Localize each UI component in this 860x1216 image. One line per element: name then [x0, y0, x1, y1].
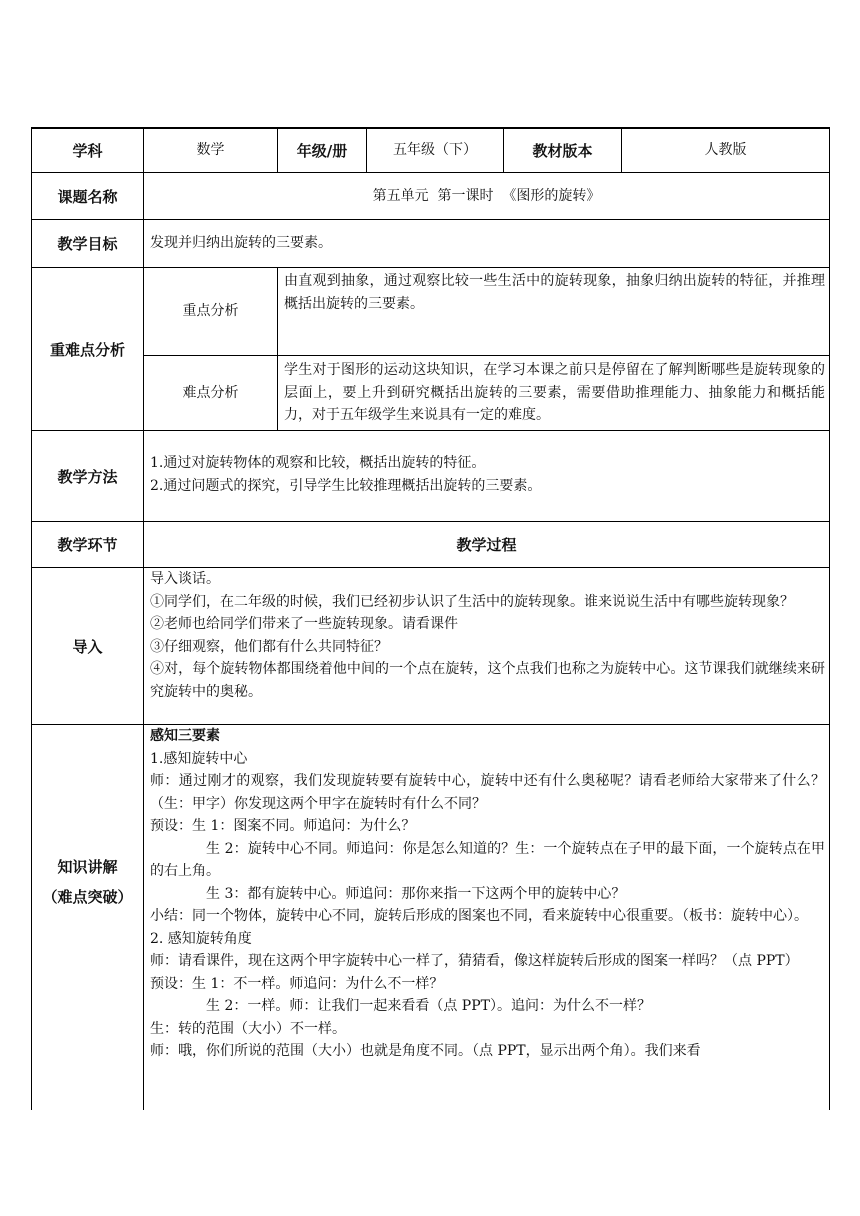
knowledge-title: 感知三要素 — [150, 728, 220, 744]
knowledge-line: 生 2：一样。师：让我们一起来看看（点 PPT）。追问：为什么不一样？ — [206, 998, 651, 1014]
knowledge-line: 生：转的范围（大小）不一样。 — [150, 1020, 346, 1037]
analysis-label: 重难点分析 — [49, 340, 125, 359]
subject-label: 学科 — [72, 142, 103, 160]
knowledge-line: 1.感知旋转中心 — [150, 750, 248, 767]
knowledge-line: 2. 感知旋转角度 — [150, 930, 252, 947]
subject-value: 数学 — [196, 142, 225, 159]
edition-value: 人教版 — [704, 142, 747, 159]
row-divider — [31, 430, 830, 431]
knowledge-line: 生 2：旋转中心不同。师追问：你是怎么知道的？生：一个旋转点在子甲的最下面，一个旋转点在甲的右上角。 — [150, 840, 825, 879]
intro-line: ④对，每个旋转物体都围绕着他中间的一个点在旋转，这个点我们也称之为旋转中心。这节课我们就继续来研究旋转中的奥秘。 — [150, 661, 825, 700]
knowledge-line: 师：通过刚才的观察，我们发现旋转要有旋转中心，旋转中还有什么奥秘呢？请看老师给大家带来了什么？（生：甲字）你发现这两个甲字在旋转时有什么不同？ — [150, 773, 825, 812]
method-item: 2.通过问题式的探究，引导学生比较推理概括出旋转的三要素。 — [150, 477, 542, 494]
process-label: 教学环节 — [57, 536, 118, 554]
hard-analysis-label: 难点分析 — [182, 384, 239, 401]
goal-value: 发现并归纳出旋转的三要素。 — [150, 235, 332, 252]
knowledge-content — [150, 725, 825, 1110]
process-title: 教学过程 — [456, 536, 517, 554]
knowledge-line: 师：哦，你们所说的范围（大小）也就是角度不同。（点 PPT，显示出两个角）。我们来看 — [150, 1043, 701, 1059]
method-item: 1.通过对旋转物体的观察和比较，概括出旋转的特征。 — [150, 455, 486, 471]
intro-line: ③仔细观察，他们都有什么共同特征？ — [150, 638, 388, 655]
grade-value: 五年级（下） — [393, 142, 477, 159]
knowledge-label-main: 知识讲解 — [57, 858, 118, 876]
intro-line: ②老师也给同学们带来了一些旋转现象。请看课件 — [150, 616, 458, 632]
knowledge-line: 预设：生 1：不一样。师追问：为什么不一样？ — [150, 975, 444, 992]
key-analysis-label: 重点分析 — [182, 303, 239, 320]
goal-label: 教学目标 — [57, 235, 118, 253]
knowledge-line: 师：请看课件，现在这两个甲字旋转中心一样了，猜猜看，像这样旋转后形成的图案一样吗？（点 PPT） — [150, 953, 799, 969]
method-list — [150, 452, 825, 497]
knowledge-line: 预设：生 1：图案不同。师追问：为什么？ — [150, 818, 416, 834]
grade-label: 年级/册 — [296, 142, 348, 160]
intro-line: ①同学们，在二年级的时候，我们已经初步认识了生活中的旋转现象。谁来说说生活中有哪些旋转现象？ — [150, 593, 794, 610]
topic-label: 课题名称 — [57, 187, 118, 206]
knowledge-label — [32, 852, 143, 912]
table-right-border — [829, 127, 830, 1110]
intro-content — [150, 568, 825, 703]
knowledge-line: 小结：同一个物体，旋转中心不同，旋转后形成的图案也不同，看来旋转中心很重要。（板书：旋转中心）。 — [150, 908, 808, 924]
edition-label: 教材版本 — [532, 142, 593, 160]
knowledge-label-sub: （难点突破） — [42, 888, 133, 906]
column-divider — [277, 267, 278, 431]
knowledge-line: 生 3：都有旋转中心。师追问：那你来指一下这两个甲的旋转中心？ — [206, 885, 626, 902]
intro-line: 导入谈话。 — [150, 571, 220, 587]
hard-analysis-text: 学生对于图形的运动这块知识，在学习本课之前只是停留在了解判断哪些是旋转现象的层面上，要上升到研究概括出旋转的三要素，需要借助推理能力、抽象能力和概括能力，对于五年级学生来说具有一定的难度。 — [284, 362, 825, 423]
method-label: 教学方法 — [57, 467, 118, 486]
intro-label: 导入 — [72, 637, 103, 656]
topic-value: 第五单元 第一课时 《图形的旋转》 — [372, 187, 601, 204]
key-analysis-text: 由直观到抽象，通过观察比较一些生活中的旋转现象，抽象归纳出旋转的特征，并推理概括出旋转的三要素。 — [284, 273, 825, 312]
